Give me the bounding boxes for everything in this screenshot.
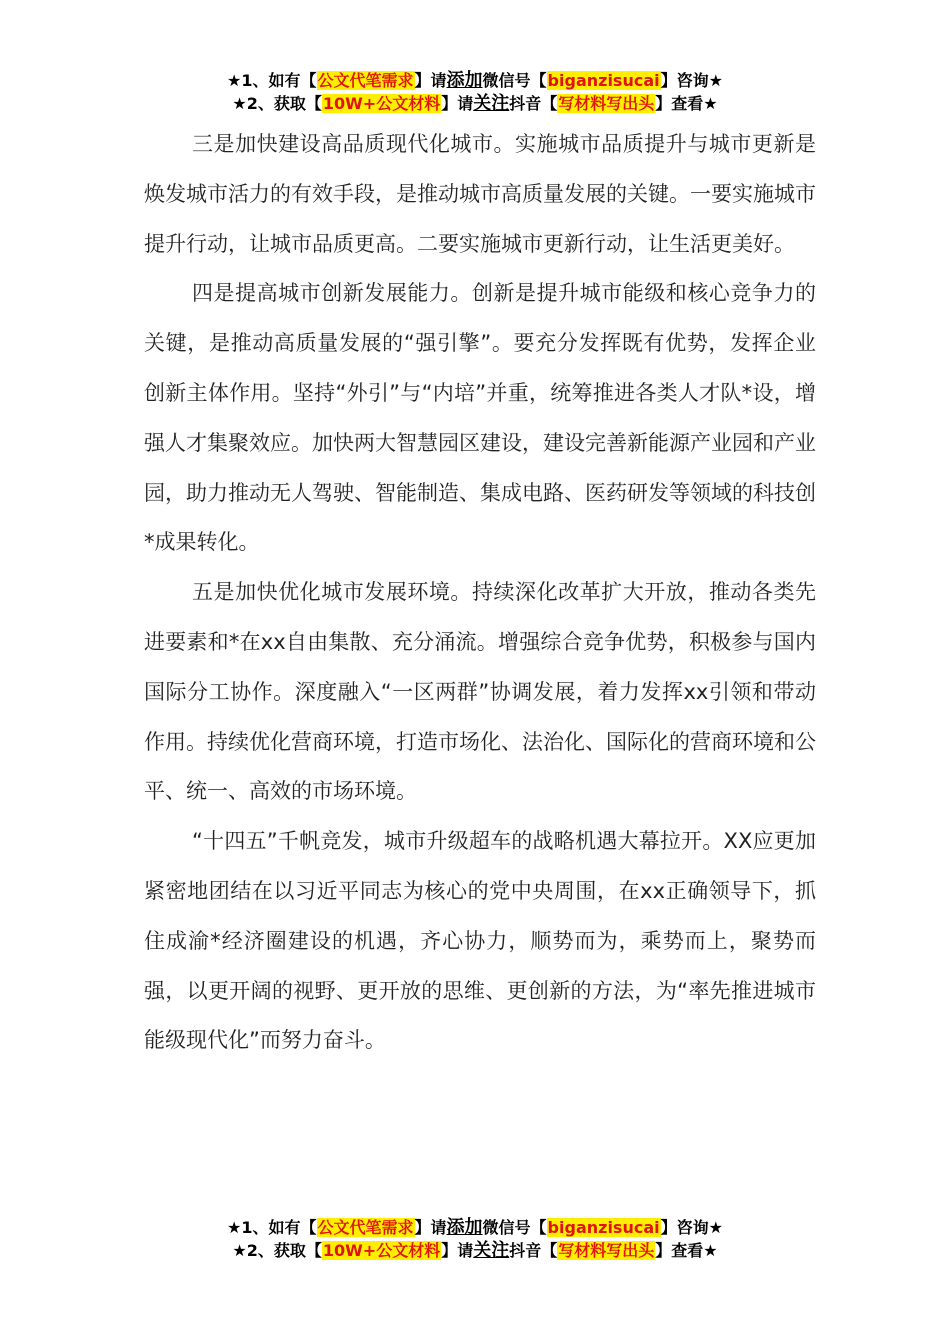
paragraph-5: 五是加快优化城市发展环境。持续深化改革扩大开放，推动各类先进要素和*在xx自由集散、充分涌流。增强综合竞争优势，积极参与国内国际分工协作。深度融入“一区两群”协调发展，着力发挥xx引领和带动作用。持续优化营商环境，打造市场化、法治化、国际化的营商环境和公平、统一、高效的市场环境。	[144, 580, 816, 804]
banner-line-1	[0, 1216, 950, 1239]
banner-line-2	[0, 92, 950, 115]
banner-highlight: 10W+公文材料	[322, 94, 441, 113]
banner-text: ★1、如有【	[227, 71, 317, 90]
banner-text: 】查看★	[655, 94, 718, 113]
banner-underlined: 关注	[473, 1240, 510, 1261]
banner-line-2	[0, 1239, 950, 1262]
banner-highlight-wechat-id: biganzisucai	[547, 1218, 660, 1237]
banner-text: 微信号【	[482, 1218, 547, 1237]
banner-text: 】咨询★	[660, 71, 723, 90]
banner-highlight-wechat-id: biganzisucai	[547, 71, 660, 90]
banner-text: 】请	[441, 1241, 474, 1260]
paragraph-conclusion: “十四五”千帆竞发，城市升级超车的战略机遇大幕拉开。XX应更加紧密地团结在以习近平同志为核心的党中央周围，在xx正确领导下，抓住成渝*经济圈建设的机遇，齐心协力，顺势而为，乘势而上，聚势而强，以更开阔的视野、更开放的思维、更创新的方法，为“率先推进城市能级现代化”而努力奋斗。	[144, 829, 816, 1053]
banner-text: ★1、如有【	[227, 1218, 317, 1237]
banner-highlight-douyin: 写材料写出头	[558, 94, 655, 113]
paragraph-4: 四是提高城市创新发展能力。创新是提升城市能级和核心竞争力的关键，是推动高质量发展的“强引擎”。要充分发挥既有优势，发挥企业创新主体作用。坚持“外引”与“内培”并重，统筹推进各类人才队*设，增强人才集聚效应。加快两大智慧园区建设，建设完善新能源产业园和产业园，助力推动无人驾驶、智能制造、集成电路、医药研发等领域的科技创*成果转化。	[144, 281, 816, 555]
banner-text: 微信号【	[482, 71, 547, 90]
banner-text: ★2、获取【	[232, 94, 322, 113]
banner-text: 】请	[441, 94, 474, 113]
banner-text: 抖音【	[509, 1241, 558, 1260]
banner-text: ★2、获取【	[232, 1241, 322, 1260]
banner-highlight: 公文代笔需求	[317, 1218, 414, 1237]
banner-underlined: 关注	[473, 93, 510, 114]
banner-highlight-douyin: 写材料写出头	[558, 1241, 655, 1260]
banner-text: 抖音【	[509, 94, 558, 113]
banner-text: 】查看★	[655, 1241, 718, 1260]
paragraph-3: 三是加快建设高品质现代化城市。实施城市品质提升与城市更新是焕发城市活力的有效手段，是推动城市高质量发展的关键。一要实施城市提升行动，让城市品质更高。二要实施城市更新行动，让生活更美好。	[144, 132, 816, 256]
banner-highlight: 公文代笔需求	[317, 71, 414, 90]
banner-text: 】咨询★	[660, 1218, 723, 1237]
banner-line-1	[0, 69, 950, 92]
banner-underlined: 添加	[446, 1217, 483, 1238]
banner-highlight: 10W+公文材料	[322, 1241, 441, 1260]
footer-banner	[0, 1216, 950, 1262]
banner-text: 】请	[414, 1218, 447, 1237]
banner-underlined: 添加	[446, 70, 483, 91]
header-banner	[0, 69, 950, 115]
banner-text: 】请	[414, 71, 447, 90]
document-body	[144, 120, 816, 1066]
